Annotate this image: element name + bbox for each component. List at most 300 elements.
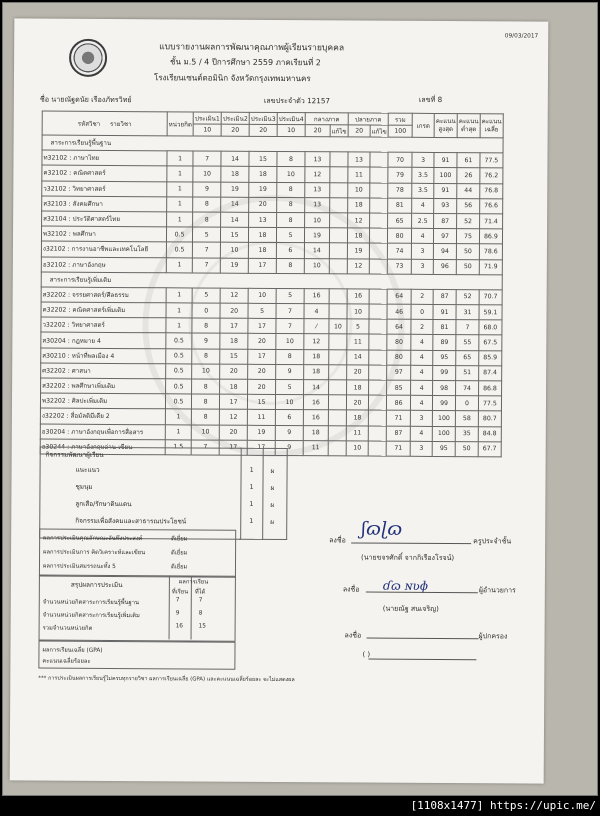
score-cell: 4 bbox=[411, 380, 433, 395]
score-cell: 14 bbox=[347, 350, 369, 365]
basic-section-header: สาระการเรียนรู้พื้นฐาน bbox=[42, 135, 503, 153]
score-cell: 1 bbox=[166, 318, 192, 333]
subject-cell: ง32102 : การงานอาชีพและเทคโนโลยี bbox=[41, 241, 166, 257]
score-cell: 8 bbox=[276, 349, 304, 364]
score-cell: 1 bbox=[167, 166, 193, 181]
score-cell: 4 bbox=[412, 228, 434, 243]
score-cell: 11 bbox=[346, 425, 368, 440]
score-cell: 7 bbox=[193, 151, 221, 166]
footnote: *** การประเมินผลการเรียนรู้ไม่ครบทุกรายวิชา ผลการเรียนเฉลี่ย (GPA) และคะแนนเฉลี่ยร้อยละ จะไม่แสดงผล bbox=[38, 675, 295, 684]
score-cell: 91 bbox=[434, 153, 457, 168]
score-cell: 9 bbox=[275, 440, 303, 455]
activities-result-col bbox=[262, 448, 288, 540]
score-cell: 52 bbox=[457, 214, 480, 229]
score-cell: 19 bbox=[220, 258, 248, 273]
score-cell: 10 bbox=[192, 364, 220, 379]
score-cell bbox=[329, 304, 347, 319]
score-cell: 64 bbox=[387, 319, 411, 334]
score-cell: 8 bbox=[276, 258, 304, 273]
score-cell: 12 bbox=[220, 288, 248, 303]
col-head-midterm: กลางภาค bbox=[305, 113, 348, 125]
score-cell: 3 bbox=[411, 259, 433, 274]
assessment-result: ดีเยี่ยม bbox=[170, 564, 188, 571]
score-cell: 100 bbox=[434, 168, 457, 183]
score-cell: 14 bbox=[221, 212, 249, 227]
score-cell: 50 bbox=[456, 244, 479, 259]
score-cell: 2 bbox=[411, 289, 433, 304]
score-cell: 68.0 bbox=[479, 320, 502, 335]
col-head-min: คะแนน ต่ำสุด bbox=[457, 114, 480, 138]
score-cell: 7 bbox=[193, 242, 221, 257]
score-cell: 59.1 bbox=[479, 305, 502, 320]
activity-name: ลูกเสือ/รักษาดินแดน bbox=[75, 499, 132, 509]
subject-cell: ส32103 : สังคมศึกษา bbox=[42, 196, 167, 212]
subject-cell: ว32202 : วิทยาศาสตร์ bbox=[41, 317, 166, 333]
col-head-max: คะแนน สูงสุด bbox=[434, 113, 457, 137]
score-cell: 18 bbox=[304, 349, 329, 364]
activity-credit: 1 bbox=[249, 499, 254, 508]
col-head-final: ปลายภาค bbox=[348, 113, 388, 125]
score-cell: 10 bbox=[329, 319, 347, 334]
score-cell: 18 bbox=[303, 425, 328, 440]
score-cell: 4 bbox=[304, 304, 329, 319]
score-cell: 74 bbox=[387, 243, 411, 258]
score-cell: 86.8 bbox=[478, 381, 501, 396]
score-cell bbox=[328, 441, 346, 456]
summary-credit-header: ผลการเรียน bbox=[178, 579, 209, 586]
score-cell: 76.2 bbox=[480, 168, 503, 183]
score-cell: 87 bbox=[386, 426, 410, 441]
score-cell bbox=[329, 365, 347, 380]
score-cell: 46 bbox=[387, 304, 411, 319]
score-cell: 8 bbox=[277, 152, 305, 167]
score-cell: 16 bbox=[304, 289, 329, 304]
score-cell: 15 bbox=[221, 227, 249, 242]
score-cell: 79 bbox=[388, 168, 412, 183]
max-eval4: 10 bbox=[277, 124, 305, 136]
summary-col-studied: ที่เรียน bbox=[171, 589, 189, 596]
score-cell: 97 bbox=[434, 229, 457, 244]
score-cell: 80 bbox=[387, 350, 411, 365]
subject-cell: ศ32202 : ศาสนา bbox=[41, 363, 166, 379]
score-cell bbox=[329, 228, 347, 243]
score-cell bbox=[369, 380, 387, 395]
midterm-fix: แก้ไข bbox=[330, 125, 348, 137]
assessment-result: ดีเยี่ยม bbox=[171, 536, 188, 543]
score-cell: 20 bbox=[248, 364, 276, 379]
score-cell bbox=[330, 198, 348, 213]
score-cell bbox=[369, 365, 387, 380]
score-cell: 87 bbox=[433, 289, 456, 304]
summary-row-studied: 7 bbox=[175, 597, 180, 604]
score-cell bbox=[369, 259, 387, 274]
score-cell: 85 bbox=[387, 380, 411, 395]
subject-cell: ค32202 : คณิตศาสตร์เพิ่มเติม bbox=[41, 302, 166, 318]
score-cell: 3 bbox=[412, 152, 434, 167]
score-cell: 19 bbox=[247, 425, 275, 440]
score-cell: 0.5 bbox=[166, 227, 192, 242]
teacher-name: (นายขจรศักดิ์ จากกิเรืองโรจน์) bbox=[361, 553, 455, 563]
score-cell: 0.5 bbox=[166, 333, 192, 348]
score-cell: 20 bbox=[220, 303, 248, 318]
score-cell: 16 bbox=[303, 410, 328, 425]
score-cell: 18 bbox=[348, 198, 370, 213]
score-cell: 8 bbox=[193, 212, 221, 227]
score-cell: 7 bbox=[456, 320, 479, 335]
score-cell: 73 bbox=[387, 259, 411, 274]
subject-cell: อ30244 : ภาษาอังกฤษอ่าน-เขียน bbox=[40, 439, 165, 455]
score-cell: 5 bbox=[193, 227, 221, 242]
score-cell: 76.8 bbox=[480, 183, 503, 198]
activity-result: ผ bbox=[270, 483, 275, 492]
max-eval2: 20 bbox=[221, 124, 249, 136]
score-cell bbox=[328, 395, 346, 410]
score-cell: 20 bbox=[248, 379, 276, 394]
score-cell: 12 bbox=[304, 334, 329, 349]
score-cell: 14 bbox=[303, 380, 328, 395]
score-cell: 31 bbox=[456, 305, 479, 320]
score-cell: 51 bbox=[456, 365, 479, 380]
max-eval3: 20 bbox=[249, 124, 277, 136]
score-cell: 86.9 bbox=[479, 229, 502, 244]
score-cell: 18 bbox=[220, 334, 248, 349]
score-cell: 4 bbox=[411, 395, 433, 410]
score-cell: 18 bbox=[347, 228, 369, 243]
assessment-label: ผลการประเมินสมรรถนะทั้ง 5 bbox=[42, 563, 116, 571]
score-cell: 2.5 bbox=[412, 213, 434, 228]
director-sign-label: ลงชื่อ bbox=[342, 585, 360, 594]
final-fix: แก้ไข bbox=[370, 125, 388, 137]
score-cell: 8 bbox=[277, 197, 305, 212]
score-cell: 1 bbox=[166, 303, 192, 318]
score-cell: 80 bbox=[387, 335, 411, 350]
score-cell: 11 bbox=[247, 410, 275, 425]
score-cell: 10 bbox=[276, 334, 304, 349]
score-cell: 12 bbox=[219, 410, 247, 425]
score-cell bbox=[370, 183, 388, 198]
col-head-eval1: ประเมิน1 bbox=[193, 112, 221, 124]
score-cell: 13 bbox=[249, 212, 277, 227]
score-cell: 4 bbox=[411, 365, 433, 380]
score-cell bbox=[328, 380, 346, 395]
score-cell: 0 bbox=[411, 304, 433, 319]
score-cell: 12 bbox=[305, 167, 330, 182]
score-cell bbox=[368, 395, 386, 410]
score-cell: 0.5 bbox=[166, 364, 192, 379]
col-head-eval2: ประเมิน2 bbox=[221, 112, 249, 124]
score-cell: 8 bbox=[192, 349, 220, 364]
score-cell: 70.7 bbox=[479, 290, 502, 305]
score-cell: 8 bbox=[192, 379, 220, 394]
score-cell: 14 bbox=[221, 197, 249, 212]
score-cell: 0.5 bbox=[166, 379, 192, 394]
score-cell: 86 bbox=[387, 395, 411, 410]
score-cell: 14 bbox=[221, 151, 249, 166]
subject-cell: อ32102 : ภาษาอังกฤษ bbox=[41, 257, 166, 273]
score-cell: 3.5 bbox=[412, 168, 434, 183]
activities-header: กิจกรรมพัฒนาผู้เรียน bbox=[45, 450, 104, 459]
director-name: (นายณัฐ สนเจริญ) bbox=[382, 604, 439, 613]
director-signature: ɗɷ ɴʋɸ bbox=[382, 578, 429, 593]
score-cell: 8 bbox=[192, 394, 220, 409]
activity-credit: 1 bbox=[249, 516, 254, 525]
average-percent-label: คะแนนเฉลี่ยร้อยละ bbox=[42, 658, 91, 665]
score-cell: 12 bbox=[348, 213, 370, 228]
score-cell: 99 bbox=[433, 365, 456, 380]
score-cell: 10 bbox=[304, 213, 329, 228]
score-cell: 13 bbox=[305, 197, 330, 212]
score-cell: 96 bbox=[433, 259, 456, 274]
score-cell: 71 bbox=[386, 441, 410, 456]
score-cell: 91 bbox=[433, 305, 456, 320]
score-cell: 10 bbox=[220, 242, 248, 257]
score-cell: 95 bbox=[432, 441, 455, 456]
summary-row-label: จำนวนหน่วยกิตสาระการเรียนรู้เพิ่มเติม bbox=[42, 612, 140, 620]
score-cell bbox=[368, 410, 386, 425]
score-cell bbox=[369, 334, 387, 349]
activity-name: ชุมนุม bbox=[75, 482, 93, 491]
score-cell: 20 bbox=[346, 395, 368, 410]
score-cell: 5 bbox=[192, 288, 220, 303]
score-cell: 65 bbox=[456, 350, 479, 365]
score-cell: 15 bbox=[249, 152, 277, 167]
score-cell: 81 bbox=[433, 320, 456, 335]
score-cell: 4 bbox=[412, 198, 434, 213]
score-cell bbox=[370, 213, 388, 228]
score-cell: 1 bbox=[165, 409, 191, 424]
score-cell bbox=[329, 213, 347, 228]
score-cell: 89 bbox=[433, 335, 456, 350]
score-cell: 19 bbox=[347, 243, 369, 258]
score-cell bbox=[370, 198, 388, 213]
score-cell: 8 bbox=[192, 318, 220, 333]
summary-header: สรุปผลการประเมิน bbox=[70, 580, 123, 590]
col-head-avg: คะแนน เฉลี่ย bbox=[480, 114, 503, 138]
score-cell: 4 bbox=[411, 335, 433, 350]
score-cell: 85.9 bbox=[479, 350, 502, 365]
score-cell: 12 bbox=[347, 258, 369, 273]
score-cell: 17 bbox=[220, 318, 248, 333]
score-cell bbox=[328, 410, 346, 425]
score-cell: 10 bbox=[346, 441, 368, 456]
score-cell: 1 bbox=[167, 197, 193, 212]
score-cell: 9 bbox=[192, 333, 220, 348]
score-cell bbox=[370, 167, 388, 182]
student-name: ชื่อ นายณัฐดนัย เรืองภัทรวิทย์ bbox=[39, 94, 132, 105]
score-cell: 17 bbox=[247, 440, 275, 455]
col-head-eval4: ประเมิน4 bbox=[277, 112, 305, 124]
subject-cell: พ32102 : พลศึกษา bbox=[41, 226, 166, 242]
score-cell: 10 bbox=[347, 304, 369, 319]
subject-cell: ท32102 : ภาษาไทย bbox=[42, 150, 167, 166]
activity-name: แนะแนว bbox=[75, 465, 100, 474]
score-cell: 20 bbox=[248, 334, 276, 349]
subject-cell: ว32102 : วิทยาศาสตร์ bbox=[42, 181, 167, 197]
score-cell: 18 bbox=[249, 227, 277, 242]
assessment-result: ดีเยี่ยม bbox=[171, 550, 188, 557]
score-cell bbox=[330, 152, 348, 167]
score-cell bbox=[368, 426, 386, 441]
score-cell: 1 bbox=[165, 424, 191, 439]
score-cell: 10 bbox=[191, 425, 219, 440]
subject-cell: ส30210 : หน้าที่พลเมือง 4 bbox=[41, 348, 166, 364]
parent-role: ผู้ปกครอง bbox=[478, 632, 508, 641]
score-cell: 10 bbox=[248, 288, 276, 303]
score-cell: 20 bbox=[249, 197, 277, 212]
score-cell: 5 bbox=[276, 288, 304, 303]
score-cell: 19 bbox=[221, 182, 249, 197]
activity-result: ผ bbox=[270, 517, 275, 526]
score-cell: 58 bbox=[455, 411, 478, 426]
score-cell: 20 bbox=[219, 425, 247, 440]
score-cell: 9 bbox=[276, 364, 304, 379]
score-cell: 13 bbox=[305, 152, 330, 167]
score-cell: 5 bbox=[276, 379, 304, 394]
assessment-label: ผลการประเมินการ คิดวิเคราะห์และเขียน bbox=[43, 549, 146, 557]
teacher-signature: ʃɷɭɷ bbox=[361, 518, 403, 540]
assessment-label: ผลการประเมินคุณลักษณะอันพึงประสงค์ bbox=[43, 535, 143, 543]
image-caption: [1108x1477] https://upic.me/ bbox=[410, 799, 596, 812]
score-cell: 77.5 bbox=[480, 153, 503, 168]
score-cell: 18 bbox=[347, 380, 369, 395]
score-cell: 14 bbox=[304, 243, 329, 258]
score-cell: 3 bbox=[411, 244, 433, 259]
school-logo bbox=[69, 39, 107, 77]
parent-name-blank: ( ) bbox=[362, 650, 371, 659]
summary-row-label: รวมจำนวนหน่วยกิต bbox=[42, 625, 93, 632]
score-cell: 56 bbox=[457, 198, 480, 213]
score-cell: 18 bbox=[249, 167, 277, 182]
score-cell: 50 bbox=[455, 441, 478, 456]
score-cell bbox=[328, 425, 346, 440]
score-cell: 16 bbox=[347, 289, 369, 304]
score-cell: 8 bbox=[193, 197, 221, 212]
subject-cell: พ32202 : ศิลปะเพิ่มเติม bbox=[40, 393, 165, 409]
score-cell: 19 bbox=[304, 228, 329, 243]
col-head-credit: หน่วยกิต bbox=[167, 112, 193, 136]
score-cell: 13 bbox=[348, 152, 370, 167]
score-cell: 7 bbox=[276, 304, 304, 319]
activity-result: ผ bbox=[270, 500, 275, 509]
score-cell: 9 bbox=[193, 182, 221, 197]
score-cell: 0 bbox=[192, 303, 220, 318]
score-cell: 71.4 bbox=[479, 214, 502, 229]
gpa-label: ผลการเรียนเฉลี่ย (GPA) bbox=[42, 647, 103, 654]
subject-cell: อ30204 : ภาษาอังกฤษเพื่อการสื่อสาร bbox=[40, 424, 165, 440]
score-cell: 3.5 bbox=[412, 183, 434, 198]
parent-sign-label: ลงชื่อ bbox=[344, 631, 362, 640]
summary-row-studied: 16 bbox=[175, 623, 184, 630]
max-midterm: 20 bbox=[305, 125, 330, 137]
score-cell: 15 bbox=[220, 349, 248, 364]
score-cell: 71 bbox=[386, 411, 410, 426]
score-cell: 5 bbox=[276, 228, 304, 243]
score-cell: 11 bbox=[348, 167, 370, 182]
score-cell: 78.6 bbox=[479, 244, 502, 259]
activity-result: ผ bbox=[270, 466, 275, 475]
class-term: ชั้น ม.5 / 4 ปีการศึกษา 2559 ภาคเรียนที่ 2 bbox=[170, 57, 321, 68]
score-cell: 1 bbox=[167, 212, 193, 227]
parent-sign-line bbox=[367, 638, 479, 640]
score-cell: 18 bbox=[346, 410, 368, 425]
score-cell: 0.5 bbox=[166, 242, 192, 257]
activity-credit: 1 bbox=[249, 465, 254, 474]
score-cell: 74 bbox=[456, 381, 479, 396]
score-cell: 19 bbox=[249, 182, 277, 197]
score-cell: 8 bbox=[277, 182, 305, 197]
score-cell: 0.5 bbox=[166, 348, 192, 363]
score-cell bbox=[329, 289, 347, 304]
score-cell: 6 bbox=[275, 410, 303, 425]
subject-cell: ส32104 : ประวัติศาสตร์ไทย bbox=[42, 211, 167, 227]
score-cell: 8 bbox=[192, 409, 220, 424]
score-cell bbox=[329, 334, 347, 349]
score-cell: 20 bbox=[220, 364, 248, 379]
max-final: 20 bbox=[348, 125, 370, 137]
score-cell: 20 bbox=[347, 365, 369, 380]
score-cell bbox=[369, 350, 387, 365]
extra-section-header: สาระการเรียนรู้เพิ่มเติม bbox=[41, 272, 502, 290]
score-cell: 67.7 bbox=[478, 441, 501, 456]
score-cell bbox=[330, 167, 348, 182]
score-cell: 64 bbox=[387, 289, 411, 304]
score-cell: 50 bbox=[456, 259, 479, 274]
score-cell: 1 bbox=[167, 151, 193, 166]
score-cell: 44 bbox=[457, 183, 480, 198]
activity-credit: 1 bbox=[249, 482, 254, 491]
score-cell bbox=[330, 182, 348, 197]
summary-row-studied: 9 bbox=[175, 610, 180, 617]
score-cell bbox=[329, 258, 347, 273]
score-cell: 52 bbox=[456, 289, 479, 304]
score-cell: 7 bbox=[276, 319, 304, 334]
score-cell: 4 bbox=[410, 426, 432, 441]
school-name: โรงเรียนเซนต์ดอมินิก จังหวัดกรุงเทพมหานคร bbox=[153, 73, 311, 84]
summary-row-earned: 8 bbox=[198, 610, 203, 617]
subject-cell: ค32102 : คณิตศาสตร์ bbox=[42, 165, 167, 181]
col-head-eval3: ประเมิน3 bbox=[249, 112, 277, 124]
summary-row-earned: 7 bbox=[198, 597, 203, 604]
score-cell: 93 bbox=[434, 198, 457, 213]
score-cell: 10 bbox=[193, 166, 221, 181]
score-cell: 0 bbox=[455, 396, 478, 411]
score-cell: 94 bbox=[433, 244, 456, 259]
score-cell: 17 bbox=[248, 319, 276, 334]
score-cell: 1 bbox=[166, 288, 192, 303]
score-cell: 97 bbox=[387, 365, 411, 380]
score-cell: 10 bbox=[304, 258, 329, 273]
score-cell: 91 bbox=[434, 183, 457, 198]
score-cell: 18 bbox=[304, 364, 329, 379]
score-cell: 61 bbox=[457, 153, 480, 168]
score-cell: 65 bbox=[388, 213, 412, 228]
activities-credit-col bbox=[239, 448, 264, 540]
director-role: ผู้อำนวยการ bbox=[478, 586, 516, 595]
score-cell: 100 bbox=[432, 426, 455, 441]
score-cell: 18 bbox=[221, 167, 249, 182]
student-id: เลขประจำตัว 12157 bbox=[263, 95, 331, 106]
score-cell: 100 bbox=[432, 411, 455, 426]
score-cell: 11 bbox=[347, 334, 369, 349]
score-cell: 5 bbox=[248, 303, 276, 318]
score-cell: 8 bbox=[277, 212, 305, 227]
score-cell: 2 bbox=[411, 320, 433, 335]
score-cell: 55 bbox=[456, 335, 479, 350]
score-cell bbox=[368, 441, 386, 456]
score-cell: 7 bbox=[192, 257, 220, 272]
score-cell: 95 bbox=[433, 350, 456, 365]
score-cell bbox=[369, 289, 387, 304]
